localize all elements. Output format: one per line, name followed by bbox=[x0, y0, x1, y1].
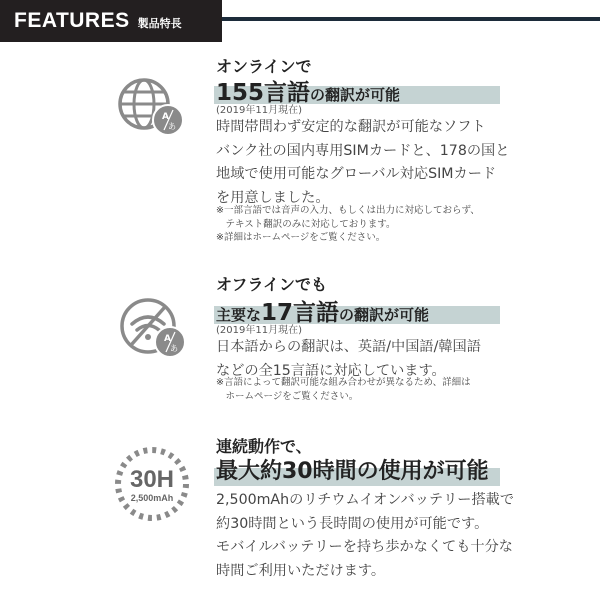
feature-2-date: (2019年11月現在) bbox=[216, 325, 302, 336]
feature-2-notes: ※言語によって翻訳可能な組み合わせが異なるため、詳細は ホームページをご覧ください。 bbox=[216, 377, 471, 402]
feature-1-date: (2019年11月現在) bbox=[216, 105, 302, 116]
feature-3-lead: 連続動作で、 bbox=[216, 437, 312, 456]
feature-2-headline: 主要な17言語の翻訳が可能 bbox=[216, 300, 430, 326]
globe-translate-icon bbox=[112, 70, 192, 150]
battery-label-main: 30H bbox=[129, 466, 175, 493]
svg-text:あ: あ bbox=[170, 344, 178, 353]
battery-label-sub: 2,500mAh bbox=[130, 493, 174, 503]
feature-3-body: 2,500mAhのリチウムイオンバッテリー搭載で 約30時間という長時間の使用が可能です。 モバイルバッテリーを持ち歩かなくても十分な 時間ご利用いただけます。 bbox=[216, 492, 515, 579]
header-title: FEATURES bbox=[14, 9, 130, 32]
svg-text:あ: あ bbox=[168, 122, 176, 131]
header-subtitle: 製品特長 bbox=[137, 17, 182, 30]
wifi-off-translate-icon bbox=[112, 290, 192, 370]
feature-1-notes: ※一部言語では音声の入力、もしくは出力に対応しておらず、 テキスト翻訳のみに対応しております。 ※詳細はホームページをご覧ください。 bbox=[216, 205, 480, 243]
svg-text:A: A bbox=[162, 112, 169, 122]
feature-2-lead: オフラインでも bbox=[216, 275, 328, 294]
header-rule bbox=[222, 17, 600, 21]
feature-2-body: 日本語からの翻訳は、英語/中国語/韓国語 などの全15言語に対応しています。 bbox=[216, 339, 481, 379]
features-header bbox=[0, 0, 222, 42]
feature-1-headline: 155言語の翻訳が可能 bbox=[216, 80, 401, 106]
feature-3-headline: 最大約30時間の使用が可能 bbox=[216, 459, 489, 484]
feature-1-lead: オンラインで bbox=[216, 57, 312, 76]
svg-text:A: A bbox=[164, 334, 171, 344]
feature-1-body: 時間帯問わず安定的な翻訳が可能なソフト バンク社の国内専用SIMカードと、178の国と 地域で使用可能なグローバル対応SIMカード を用意しました。 bbox=[216, 119, 510, 206]
